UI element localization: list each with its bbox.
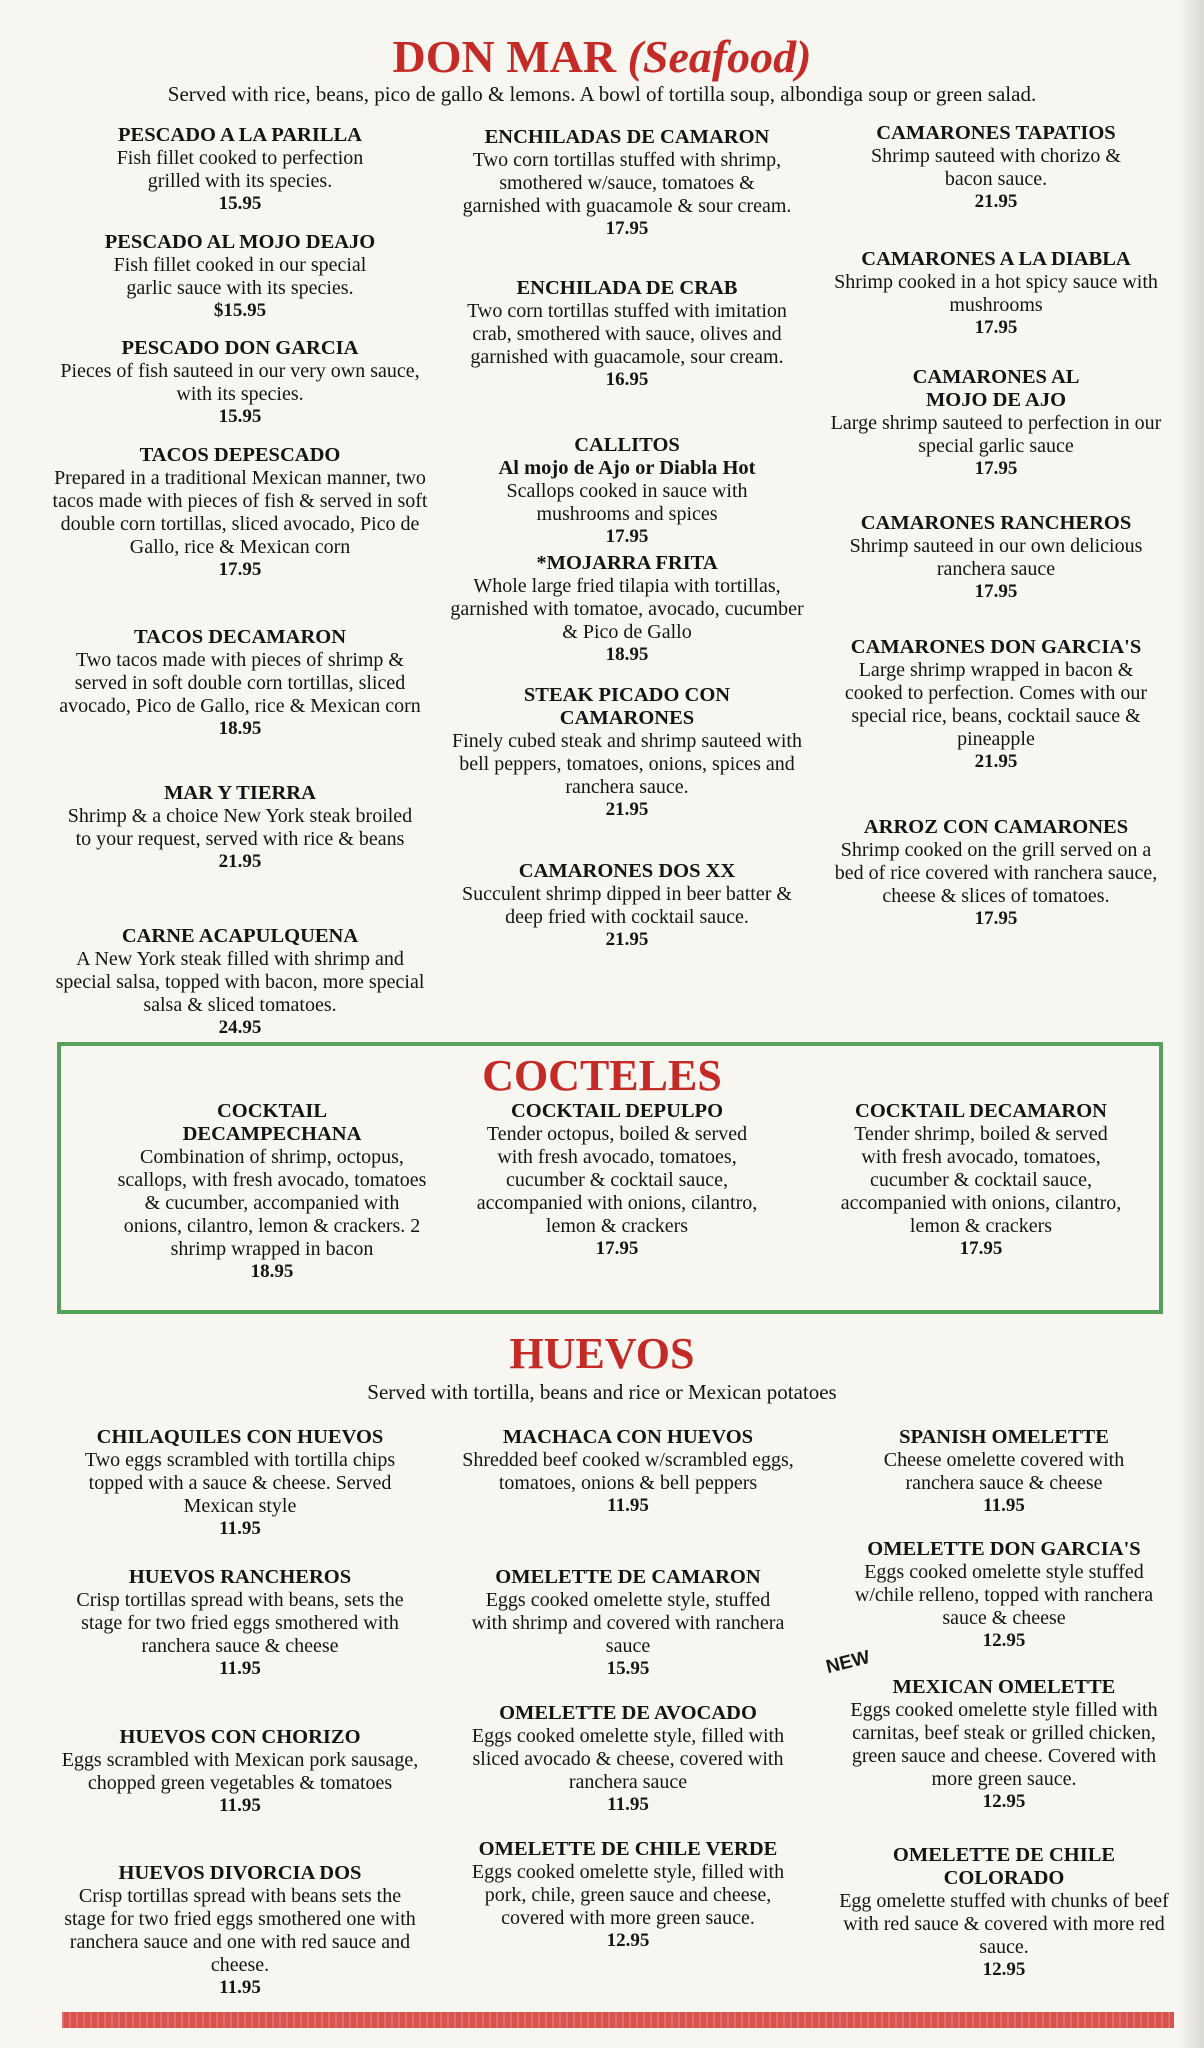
- menu-item: [826, 816, 1166, 929]
- item-name: SPANISH OMELETTE: [899, 1426, 1109, 1448]
- item-name: OMELETTE DE AVOCADO: [499, 1702, 757, 1724]
- item-description: Fish fillet cooked in our special garlic sauce with its species.: [113, 254, 367, 299]
- item-name: PESCADO DON GARCIA: [121, 337, 359, 359]
- item-name: CHILAQUILES CON HUEVOS: [96, 1426, 384, 1448]
- item-price: 17.95: [605, 218, 649, 239]
- huevos-subtitle: Served with tortilla, beans and rice or Mexican potatoes: [367, 1380, 837, 1404]
- item-description: Eggs cooked omelette style filled with carnitas, beef steak or grilled chicken, green sauce and cheese. Covered with more green sauce.: [850, 1699, 1158, 1790]
- menu-item: [110, 1100, 434, 1282]
- item-name: TACOS DEPESCADO: [139, 444, 341, 466]
- item-description: Shredded beef cooked w/scrambled eggs, tomatoes, onions & bell peppers: [462, 1449, 794, 1494]
- item-description: Two corn tortillas stuffed with imitation crab, smothered with sauce, olives and garnished with guacamole, sour cream.: [467, 300, 787, 368]
- item-price: 18.95: [605, 644, 649, 665]
- menu-item: [458, 1566, 798, 1679]
- new-badge: NEW: [823, 1646, 873, 1679]
- item-price: 21.95: [605, 799, 649, 820]
- item-description: Two corn tortillas stuffed with shrimp, smothered w/sauce, tomatoes & garnished with guacamole & sour cream.: [462, 149, 792, 217]
- menu-item: [836, 1426, 1172, 1516]
- menu-item: [458, 1702, 798, 1815]
- item-price: 17.95: [218, 559, 262, 580]
- menu-item: [826, 636, 1166, 772]
- item-price: 11.95: [607, 1495, 649, 1516]
- item-name: COCKTAIL DEPULPO: [510, 1100, 724, 1122]
- menu-item: [458, 1838, 798, 1951]
- item-description: Shrimp & a choice New York steak broiled to your request, served with rice & beans: [67, 805, 413, 850]
- item-name: CAMARONES A LA DIABLA: [861, 248, 1131, 270]
- item-name: CAMARONES AL MOJO DE AJO: [912, 366, 1080, 411]
- item-name: ENCHILADA DE CRAB: [516, 277, 738, 299]
- item-name: MAR Y TIERRA: [164, 782, 316, 804]
- item-description: Crisp tortillas spread with beans, sets the stage for two fried eggs smothered with ranchera sauce & cheese: [76, 1589, 404, 1657]
- menu-item: [50, 124, 430, 214]
- item-name: CAMARONES RANCHEROS: [860, 512, 1132, 534]
- menu-item: [826, 122, 1166, 212]
- item-description: Prepared in a traditional Mexican manner, two tacos made with pieces of fish & served in soft double corn tortillas, sliced avocado, Pico de Gallo, rice & Mexican corn: [52, 467, 428, 558]
- item-subname: Al mojo de Ajo or Diabla Hot: [498, 457, 756, 479]
- item-description: Fish fillet cooked to perfection grilled with its species.: [116, 147, 364, 192]
- item-price: 11.95: [983, 1495, 1025, 1516]
- item-price: 15.95: [218, 193, 262, 214]
- item-description: Crisp tortillas spread with beans sets the stage for two fried eggs smothered one with ranchera sauce and one with red sauce and cheese.: [64, 1885, 416, 1976]
- item-name: OMELETTE DE CHILE COLORADO: [892, 1844, 1116, 1889]
- item-description: Finely cubed steak and shrimp sauteed with bell peppers, tomatoes, onions, spices and ranchera sauce.: [452, 730, 802, 798]
- item-price: 11.95: [219, 1977, 261, 1998]
- item-price: 21.95: [974, 191, 1018, 212]
- item-price: 17.95: [959, 1238, 1003, 1259]
- item-description: A New York steak filled with shrimp and special salsa, topped with bacon, more special salsa & sliced tomatoes.: [55, 948, 425, 1016]
- menu-item: [50, 925, 430, 1038]
- item-name: CAMARONES DOS XX: [518, 860, 736, 882]
- item-name: ENCHILADAS DE CAMARON: [484, 126, 770, 148]
- item-name: OMELETTE DE CHILE VERDE: [478, 1838, 778, 1860]
- item-name: CARNE ACAPULQUENA: [121, 925, 359, 947]
- item-name: CALLITOS: [574, 434, 680, 456]
- item-description: Scallops cooked in sauce with mushrooms and spices: [506, 480, 748, 525]
- item-description: Eggs cooked omelette style, filled with sliced avocado & cheese, covered with ranchera sauce: [471, 1725, 785, 1793]
- menu-item: [448, 277, 806, 390]
- item-price: 12.95: [982, 1959, 1026, 1980]
- item-price: 21.95: [605, 929, 649, 950]
- menu-item: [448, 126, 806, 239]
- menu-item: [448, 434, 806, 547]
- item-price: 11.95: [219, 1518, 261, 1539]
- item-price: 17.95: [974, 317, 1018, 338]
- item-description: Eggs cooked omelette style, stuffed with shrimp and covered with ranchera sauce: [471, 1589, 785, 1657]
- seafood-column-1: [50, 124, 430, 1044]
- item-price: 12.95: [982, 1791, 1026, 1812]
- item-price: 17.95: [605, 526, 649, 547]
- menu-item: [448, 552, 806, 665]
- item-description: Two eggs scrambled with tortilla chips topped with a sauce & cheese. Served Mexican style: [84, 1449, 396, 1517]
- item-name: CAMARONES TAPATIOS: [876, 122, 1116, 144]
- seafood-column-2: [448, 126, 806, 966]
- item-name: HUEVOS CON CHORIZO: [119, 1726, 361, 1748]
- item-description: Tender shrimp, boiled & served with fresh avocado, tomatoes, cucumber & cocktail sauce, accompanied with onions, cilantro, lemon & crackers: [840, 1123, 1122, 1237]
- bottom-decorative-bar: [62, 2012, 1174, 2028]
- item-description: Tender octopus, boiled & served with fresh avocado, tomatoes, cucumber & cocktail sauce, accompanied with onions, cilantro, lemon & crackers: [476, 1123, 758, 1237]
- menu-item: [60, 1726, 420, 1816]
- menu-item: [60, 1426, 420, 1539]
- item-description: Large shrimp sauteed to perfection in our special garlic sauce: [830, 412, 1162, 457]
- item-price: 12.95: [982, 1630, 1026, 1651]
- menu-item: [826, 512, 1166, 602]
- menu-item: [836, 1538, 1172, 1651]
- item-price: 12.95: [606, 1930, 650, 1951]
- menu-item: [458, 1426, 798, 1516]
- seafood-title: [0, 31, 1204, 82]
- item-name: HUEVOS RANCHEROS: [128, 1566, 352, 1588]
- item-price: 17.95: [974, 908, 1018, 929]
- menu-item: [448, 684, 806, 820]
- item-description: Shrimp sauteed in our own delicious ranchera sauce: [849, 535, 1143, 580]
- seafood-title-main: DON MAR: [392, 31, 617, 82]
- menu-item: [60, 1862, 420, 1998]
- item-price: 16.95: [605, 369, 649, 390]
- item-description: Eggs cooked omelette style, filled with pork, chile, green sauce and cheese, covered with more green sauce.: [471, 1861, 785, 1929]
- item-description: Shrimp cooked on the grill served on a bed of rice covered with ranchera sauce, cheese & slices of tomatoes.: [834, 839, 1158, 907]
- menu-item: [826, 366, 1166, 479]
- item-description: Shrimp sauteed with chorizo & bacon sauce.: [871, 145, 1121, 190]
- menu-item: [836, 1844, 1172, 1980]
- item-price: 17.95: [974, 581, 1018, 602]
- item-name: COCKTAIL DECAMARON: [855, 1100, 1107, 1122]
- menu-item: [50, 231, 430, 321]
- item-description: Egg omelette stuffed with chunks of beef with red sauce & covered with more red sauce.: [839, 1890, 1169, 1958]
- seafood-title-paren: (Seafood): [627, 31, 812, 82]
- item-price: $15.95: [213, 300, 267, 321]
- item-name: *MOJARRA FRITA: [536, 552, 718, 574]
- item-name: MEXICAN OMELETTE: [892, 1676, 1116, 1698]
- item-name: ARROZ CON CAMARONES: [863, 816, 1129, 838]
- item-price: 24.95: [218, 1017, 262, 1038]
- item-description: Shrimp cooked in a hot spicy sauce with mushrooms: [834, 271, 1158, 316]
- item-description: Two tacos made with pieces of shrimp & served in soft double corn tortillas, sliced avocado, Pico de Gallo, rice & Mexican corn: [59, 649, 421, 717]
- menu-item: [836, 1676, 1172, 1812]
- item-name: OMELETTE DE CAMARON: [495, 1566, 761, 1588]
- item-price: 11.95: [219, 1795, 261, 1816]
- item-name: PESCADO A LA PARILLA: [118, 124, 362, 146]
- item-price: 18.95: [250, 1261, 294, 1282]
- item-description: Cheese omelette covered with ranchera sauce & cheese: [883, 1449, 1125, 1494]
- item-price: 17.95: [595, 1238, 639, 1259]
- item-description: Whole large fried tilapia with tortillas, garnished with tomatoe, avocado, cucumber & Pico de Gallo: [450, 575, 804, 643]
- seafood-subtitle: Served with rice, beans, pico de gallo & lemons. A bowl of tortilla soup, albondiga soup or green salad.: [167, 82, 1037, 106]
- cocteles-title: COCTELES: [482, 1051, 722, 1100]
- item-price: 18.95: [218, 718, 262, 739]
- item-description: Succulent shrimp dipped in beer batter & deep fried with cocktail sauce.: [462, 883, 792, 928]
- item-price: 21.95: [218, 851, 262, 872]
- seafood-column-3: [826, 122, 1166, 942]
- menu-item: [448, 860, 806, 950]
- item-description: Eggs cooked omelette style stuffed w/chile relleno, topped with ranchera sauce & cheese: [854, 1561, 1154, 1629]
- page-edge-shadow: [1178, 0, 1204, 2048]
- item-description: Large shrimp wrapped in bacon & cooked to perfection. Comes with our special rice, beans, cocktail sauce & pineapple: [844, 659, 1148, 750]
- item-name: OMELETTE DON GARCIA'S: [867, 1538, 1141, 1560]
- item-description: Pieces of fish sauteed in our very own sauce, with its species.: [60, 360, 420, 405]
- item-price: 15.95: [606, 1658, 650, 1679]
- item-price: 11.95: [607, 1794, 649, 1815]
- item-name: TACOS DECAMARON: [133, 626, 347, 648]
- item-price: 21.95: [974, 751, 1018, 772]
- item-name: STEAK PICADO CON CAMARONES: [523, 684, 731, 729]
- menu-item: [50, 444, 430, 580]
- item-price: 15.95: [218, 406, 262, 427]
- item-name: HUEVOS DIVORCIA DOS: [118, 1862, 362, 1884]
- item-name: MACHACA CON HUEVOS: [502, 1426, 754, 1448]
- item-name: CAMARONES DON GARCIA'S: [850, 636, 1142, 658]
- item-price: 17.95: [974, 458, 1018, 479]
- item-description: Eggs scrambled with Mexican pork sausage, chopped green vegetables & tomatoes: [61, 1749, 419, 1794]
- menu-item: [60, 1566, 420, 1679]
- menu-item: [50, 626, 430, 739]
- item-name: COCKTAIL DECAMPECHANA: [182, 1100, 362, 1145]
- menu-item: [50, 337, 430, 427]
- menu-item: [462, 1100, 772, 1259]
- item-price: 11.95: [219, 1658, 261, 1679]
- menu-item: [50, 782, 430, 872]
- huevos-title: HUEVOS: [509, 1329, 695, 1378]
- item-name: PESCADO AL MOJO DEAJO: [104, 231, 376, 253]
- menu-item: [826, 248, 1166, 338]
- item-description: Combination of shrimp, octopus, scallops, with fresh avocado, tomatoes & cucumber, accompanied with onions, cilantro, lemon & crackers. 2 shrimp wrapped in bacon: [117, 1146, 427, 1260]
- menu-item: [826, 1100, 1136, 1259]
